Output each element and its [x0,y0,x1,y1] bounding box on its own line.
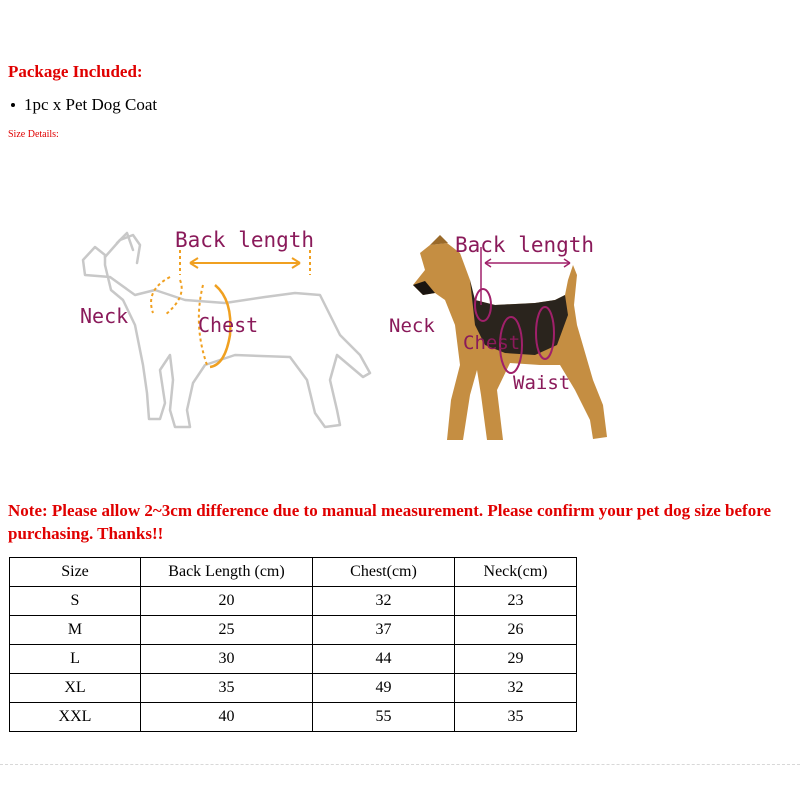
chest-label: Chest [198,313,259,337]
table-header-row [10,558,577,587]
table-cell: 20 [141,587,313,616]
size-chart-table [9,557,577,732]
header-cell: Chest(cm) [313,558,455,587]
neck-measure-marker [151,277,182,315]
table-cell: 32 [313,587,455,616]
table-cell: 25 [141,616,313,645]
header-cell: Neck(cm) [455,558,577,587]
table-cell: 35 [141,674,313,703]
table-cell: 23 [455,587,577,616]
table-row [10,703,577,732]
measurement-note: Note: Please allow 2~3cm difference due to manual measurement. Please confirm your pet dog size before purchasing. Thanks!! [8,501,771,543]
divider [0,764,800,765]
neck-label: Neck [80,304,129,328]
table-row [10,616,577,645]
back-length-marker [180,250,310,275]
table-cell: XL [10,674,141,703]
table-cell: 55 [313,703,455,732]
header-cell: Back Length (cm) [141,558,313,587]
package-item-label: 1pc x Pet Dog Coat [24,95,158,114]
table-cell: 35 [455,703,577,732]
table-cell: M [10,616,141,645]
table-cell: S [10,587,141,616]
table-row [10,645,577,674]
table-row [10,587,577,616]
header-cell: Size [10,558,141,587]
table-cell: L [10,645,141,674]
package-item [8,95,157,115]
table-cell: 26 [455,616,577,645]
table-cell: 32 [455,674,577,703]
table-row [10,674,577,703]
package-heading: Package Included: [8,62,143,81]
chest-label: Chest [463,332,521,354]
table-cell: 29 [455,645,577,674]
neck-label: Neck [389,315,435,337]
table-cell: 40 [141,703,313,732]
table-cell: 37 [313,616,455,645]
table-cell: 49 [313,674,455,703]
table-cell: 44 [313,645,455,674]
back-length-label: Back length [175,228,315,252]
table-cell: XXL [10,703,141,732]
bullet-icon [11,103,15,107]
waist-label: Waist [513,372,571,394]
terrier-photo-diagram [385,205,635,455]
table-cell: 30 [141,645,313,674]
dog-outline-diagram [75,205,385,445]
back-length-label: Back length [455,233,595,257]
size-details-label: Size Details: [8,129,59,140]
